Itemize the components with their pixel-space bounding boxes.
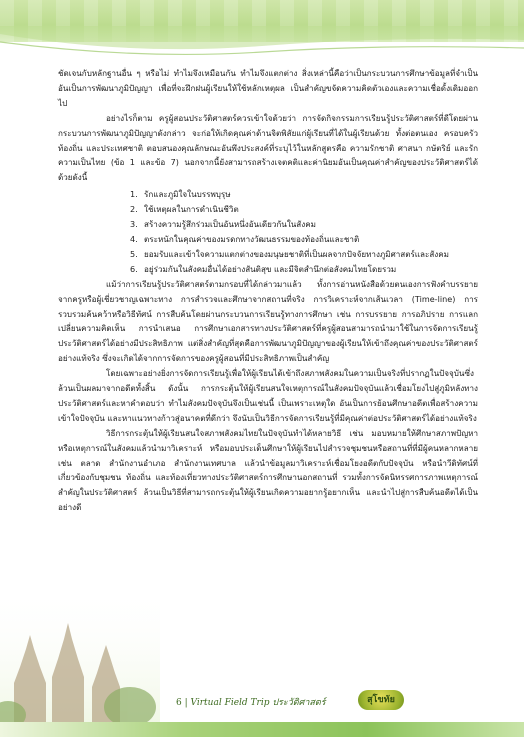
list-item: 4. ตระหนักในคุณค่าของมรดกทางวัฒนธรรมของท้องถิ่นและชาติ (130, 233, 360, 244)
footer-band (0, 722, 524, 737)
main-text (58, 66, 478, 515)
list-item: 2. ใช้เหตุผลในการดำเนินชีวิต (130, 204, 239, 215)
header-wave-decoration (0, 26, 524, 64)
list-item: 1. รักและภูมิใจในบรรพบุรุษ (130, 189, 231, 200)
paragraph-learning-methods: แม้ว่าการเรียนรู้ประวัติศาสตร์ตามกรอบที่ได้กล่าวมาแล้ว ทั้งการอ่านหนังสือด้วยตนเองการฟังคำบรรยายจากครูหรือผู้เชี่ยวชาญเฉพาะทาง การสำรวจและศึกษาจากสถานที่จริง การวิเคราะห์จากเส้นเวลา (Time-line) การรวบรวมค้นคว้าหรือวิธีทัศน์ การสืบค้นโดยผ่านกระบวนการเรียนรู้ทางการศึกษา เช่น การบรรยาย การอภิปราย การแลกเปลี่ยนความคิดเห็น การนำเสนอ การศึกษาเอกสารทางประวัติศาสตร์ที่ครูผู้สอนสามารถนำมาใช้ในการจัดการเรียนรู้ประวัติศาสตร์ได้อย่างมีประสิทธิภาพ แต่สิ่งสำคัญที่สุดคือการพัฒนาภูมิปัญญาของผู้เรียนให้เข้าถึงคุณค่าของประวัติศาสตร์อย่างแท้จริง ซึ่งจะเกิดได้จากการจัดการของครูผู้สอนที่มีประสิทธิภาพเป็นสำคัญ (58, 278, 478, 364)
footer-separator: | (184, 698, 188, 708)
paragraph-present-society: โดยเฉพาะอย่างยิ่งการจัดการเรียนรู้เพื่อให้ผู้เรียนได้เข้าถึงสภาพสังคมในความเป็นจริงที่ปรากฏในปัจจุบันซึ่งล้วนเป็นผลมาจากอดีตทั้งสิ้น ดังนั้น การกระตุ้นให้ผู้เรียนสนใจเหตุการณ์ในสังคมปัจจุบันแล้วเชื่อมโยงไปสู่ภูมิหลังทางประวัติศาสตร์และหาคำตอบว่า ทำไมสังคมปัจจุบันจึงเป็นเช่นนี้ เป็นเพราะเหตุใด อันเป็นการย้อนศึกษาอดีตเพื่อสร้างความเข้าใจปัจจุบัน และหาแนวทางก้าวสู่อนาคตที่ดีกว่า จึงนับเป็นวิธีการจัดการเรียนรู้ที่มีคุณค่าต่อประวัติศาสตร์ได้อย่างแท้จริง (58, 368, 478, 423)
paragraph-stimulation-methods: วิธีการกระตุ้นให้ผู้เรียนสนใจสภาพสังคมไทยในปัจจุบันทำได้หลายวิธี เช่น มอบหมายให้ศึกษาสภาพปัญหาหรือเหตุการณ์ในสังคมแล้วนำมาวิเคราะห์ หรือมอบประเด็นศึกษาให้ผู้เรียนไปสำรวจชุมชนหรือสถานที่ที่มีผู้คนหลากหลาย เช่น ตลาด สำนักงานอำเภอ สำนักงานเทศบาล แล้วนำข้อมูลมาวิเคราะห์เชื่อมโยงอดีตกับปัจจุบัน หรือนำวีดิทัศน์ที่เกี่ยวข้องกับชุมชน ท้องถิ่น และท้องเที่ยวทางประวัติศาสตร์การศึกษานอกสถานที่ รวมทั้งการจัดนิทรรศการภาพเหตุการณ์สำคัญในประวัติศาสตร์ ล้วนเป็นวิธีที่สามารถกระตุ้นให้ผู้เรียนเกิดความอยากรู้อยากเห็น และนำไปสู่การสืบค้นอดีตได้เป็นอย่างดี (58, 427, 478, 513)
paragraph-values-intro: อย่างไรก็ตาม ครูผู้สอนประวัติศาสตร์ควรเข้าใจด้วยว่า การจัดกิจกรรมการเรียนรู้ประวัติศาสตร์ที่ดีโดยผ่านกระบวนการพัฒนาภูมิปัญญาดังกล่าว จะก่อให้เกิดคุณค่าด้านจิตพิสัยแก่ผู้เรียนที่ได้ในผู้เรียนด้วย ทั้งต่อตนเอง ครอบครัว ท้องถิ่น และประเทศชาติ ตอบสนองคุณลักษณะอันพึงประสงค์ที่ระบุไว้ในหลักสูตรคือ ความรักชาติ ศาสนา กษัตริย์ และรักความเป็นไทย (ข้อ 1 และข้อ 7) นอกจากนี้ยังสามารถสร้างเจตคติและค่านิยมอันเป็นคุณค่าสำคัญของประวัติศาสตร์ได้ด้วยดังนี้ (58, 112, 478, 183)
values-list (58, 187, 478, 276)
footer-caption (176, 695, 326, 709)
temple-ruins-illustration (0, 587, 160, 737)
list-item: 5. ยอมรับและเข้าใจความแตกต่างของมนุษยชาติที่เป็นผลจากปัจจัยทางภูมิศาสตร์และสังคม (130, 248, 449, 259)
list-item: 3. สร้างความรู้สึกร่วมเป็นอันหนึ่งอันเดียวกันในสังคม (130, 219, 316, 230)
page-number: 6 (176, 698, 182, 708)
series-title: Virtual Field Trip ประวัติศาสตร์ (190, 698, 326, 708)
list-item: 6. อยู่ร่วมกันในสังคมอื่นได้อย่างสันติสุข และมีจิตสำนึกต่อสังคมไทยโดยรวม (130, 263, 397, 274)
paragraph-continuation: ชัดเจนกับหลักฐานอื่น ๆ หรือไม่ ทำไมจึงเหมือนกัน ทำไมจึงแตกต่าง สิ่งเหล่านี้คือว่าเป็นกระบวนการศึกษาข้อมูลที่จำเป็น อันเป็นการพัฒนาภูมิปัญญา เพื่อที่จะฝึกฝนผู้เรียนให้ใช้หลักเหตุผล เป็นสำคัญขจัดความคิดตัวเองและความเชื่อดั้งเดิมออกไป (58, 68, 478, 108)
sukhothai-logo: สุโขทัย (358, 690, 404, 710)
